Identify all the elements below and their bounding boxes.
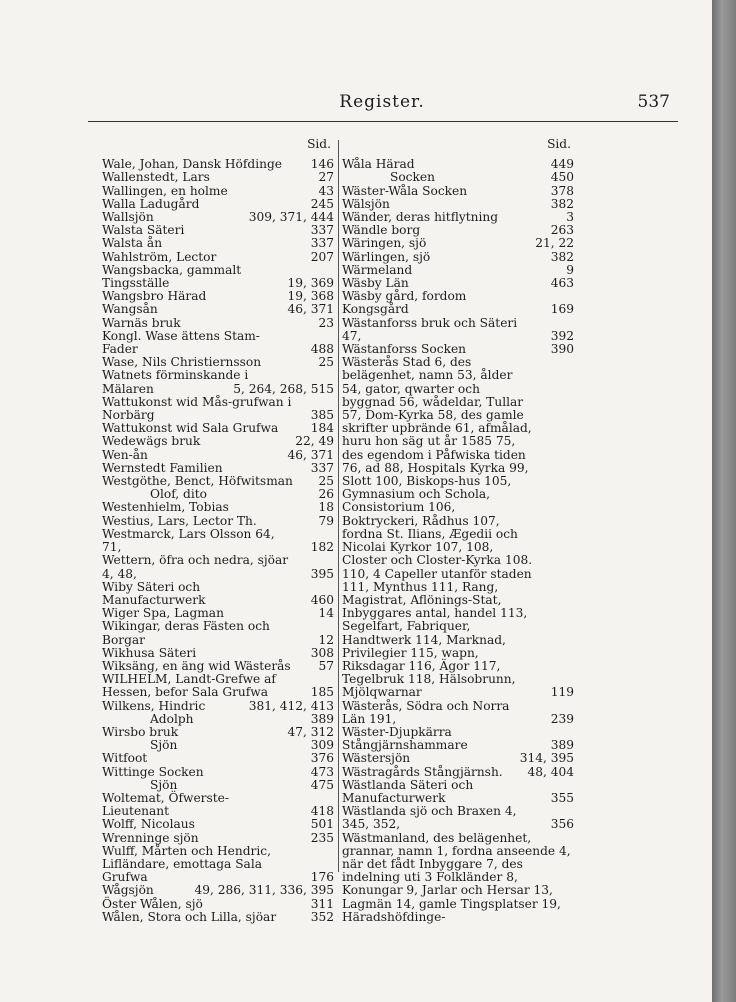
entry-text: Wändle borg [342,223,421,238]
entry-text: Wälsjön [342,196,390,211]
entry-text: Wålen, Stora och Lilla, sjöar [102,909,277,924]
index-entry [342,700,574,726]
entry-pages: 463 [550,276,574,291]
entry-pages: 176 [310,870,334,885]
entry-text: Wäster-Wåla Socken [342,183,468,198]
index-entry [102,501,334,514]
index-entry [102,185,334,198]
entry-text: Wästmanland, des belägenhet, grannar, namn 1, fordna anseende 4, när det fådt Inbyggare 7, des indelning uti 3 Folkländer 8, Konungar 9, Jarlar och Hersar 13, Lagmän 14, gamle Tingsplatser 19, Häradshöfdinge- [342,830,571,924]
entry-pages: 235 [310,830,334,845]
index-entry [102,237,334,250]
index-entry [102,898,334,911]
index-entry [102,752,334,765]
index-entry [102,251,334,264]
index-entry [102,700,334,713]
index-entry [102,713,334,726]
index-entry [102,303,334,316]
header-rule [88,121,678,122]
index-entry [102,317,334,330]
entry-text: Wiger Spa, Lagman [102,606,224,621]
entry-pages: 9 [566,262,574,277]
entry-pages: 392 [550,328,574,343]
entry-pages: 418 [310,804,334,819]
entry-text: Sjön [150,738,178,753]
entry-text: Wästanforss Socken [342,342,467,357]
entry-text: Wale, Johan, Dansk Höfdinge [102,157,282,172]
entry-pages: 309 [310,738,334,753]
entry-pages: 311 [310,896,334,911]
index-entry [102,647,334,660]
entry-pages: 376 [310,751,334,766]
entry-text: Wattukonst wid Mås-grufwan i Norbärg [102,394,292,423]
entry-pages: 382 [550,249,574,264]
index-entry [102,435,334,448]
index-entry [102,845,334,885]
entry-pages: 46, 371 [287,302,334,317]
index-entry [102,884,334,897]
running-header [88,88,676,114]
entry-text: Wangsbro Härad [102,289,207,304]
index-entry [102,449,334,462]
entry-pages: 501 [310,817,334,832]
entry-text: Wästersjön [342,751,411,766]
index-entry [342,185,574,198]
entry-pages: 46, 371 [287,447,334,462]
entry-pages: 185 [310,685,334,700]
index-entry [342,752,574,765]
entry-text: Wästragårds Stångjärnsh. [342,764,503,779]
entry-text: Walsta Säteri [102,223,185,238]
entry-text: Wästlanda sjö och Braxen 4, 345, 352, [342,804,517,832]
column-divider [338,140,339,872]
entry-pages: 389 [550,738,574,753]
index-entry [102,396,334,422]
entry-text: Wahlström, Lector [102,249,217,264]
entry-text: Öster Wålen, sjö [102,896,203,911]
entry-pages: 263 [550,223,574,238]
entry-text: Wase, Nils Christiernsson [102,355,262,370]
index-entry [102,779,334,792]
entry-list-left [102,158,334,924]
entry-text: Wågsjön [102,883,154,898]
entry-pages: 23 [318,315,334,330]
entry-pages: 146 [310,157,334,172]
entry-text: Wäsby gård, fordom Kongsgård [342,289,467,317]
entry-text: Adolph [150,711,194,726]
entry-text: Wästlanda Säteri och Manufacturwerk [342,777,474,805]
index-entry [342,171,574,184]
index-entry [102,515,334,528]
entry-pages: 488 [310,342,334,357]
index-entry [102,475,334,488]
index-entry [102,171,334,184]
entry-pages: 460 [310,592,334,607]
index-entry [102,726,334,739]
entry-text: Wangsån [102,302,158,317]
sid-label-right: Sid. [547,137,571,151]
header-title: Register. [339,92,425,112]
entry-pages: 245 [310,196,334,211]
entry-pages: 337 [310,223,334,238]
entry-pages: 25 [318,474,334,489]
entry-text: Wittinge Socken [102,764,204,779]
page-number: 537 [637,92,670,112]
sid-label-left: Sid. [307,137,331,151]
entry-pages: 385 [310,408,334,423]
entry-text: Wallsjön [102,210,154,225]
entry-pages: 19, 368 [287,289,334,304]
entry-text: Watnets förminskande i Mälaren [102,368,249,396]
entry-pages: 356 [550,817,574,832]
entry-pages: 5, 264, 268, 515 [233,381,334,396]
entry-pages: 381, 412, 413 [248,698,334,713]
entry-pages: 119 [550,685,574,700]
entry-text: Wattukonst wid Sala Grufwa [102,421,279,436]
entry-pages: 18 [318,500,334,515]
entry-pages: 475 [310,777,334,792]
entry-pages: 184 [310,421,334,436]
index-column-right [342,138,574,924]
entry-text: Wikingar, deras Fästen och Borgar [102,619,270,647]
entry-pages: 12 [318,632,334,647]
entry-pages: 25 [318,355,334,370]
entry-pages: 309, 371, 444 [248,210,334,225]
entry-text: Wernstedt Familien [102,460,223,475]
index-entry [102,620,334,646]
index-entry [102,673,334,699]
entry-pages: 337 [310,460,334,475]
entry-pages: 239 [550,711,574,726]
index-entry [342,290,574,316]
entry-text: Wåla Härad [342,157,415,172]
entry-text: Wallenstedt, Lars [102,170,210,185]
entry-pages: 57 [318,658,334,673]
index-entry [342,237,574,250]
entry-text: Westgöthe, Benct, Höfwitsman [102,474,293,489]
index-entry [102,766,334,779]
page-edge [712,0,736,1002]
entry-text: Wänder, deras hitflytning [342,210,499,225]
entry-text: Wästanforss bruk och Säteri 47, [342,315,518,343]
entry-pages: 337 [310,236,334,251]
entry-pages: 26 [318,487,334,502]
entry-text: Wästerås, Södra och Norra Län 191, [342,698,510,726]
entry-text: Wedewägs bruk [102,434,201,449]
index-entry [102,792,334,818]
entry-text: Wiksäng, en äng wid Wästerås [102,658,291,673]
entry-pages: 14 [318,606,334,621]
entry-pages: 3 [566,210,574,225]
entry-text: Wärlingen, sjö [342,249,431,264]
entry-pages: 19, 369 [287,276,334,291]
index-entry [102,554,334,580]
index-entry [342,766,574,779]
entry-text: Wrenninge sjön [102,830,199,845]
entry-text: Wilkens, Hindric [102,698,206,713]
entry-pages: 449 [550,157,574,172]
entry-pages: 169 [550,302,574,317]
entry-text: Olof, dito [150,487,207,502]
index-entry [342,805,574,831]
index-column-left [102,138,334,924]
entry-pages: 473 [310,764,334,779]
index-entry [102,264,334,290]
index-entry [342,317,574,343]
index-entry [342,158,574,171]
entry-text: Wäster-Djupkärra Stångjärnshammare [342,724,468,753]
index-entry [102,911,334,924]
entry-pages: 207 [310,249,334,264]
entry-text: Wirsbo bruk [102,724,179,739]
entry-pages: 48, 404 [527,764,574,779]
entry-text: Wäringen, sjö [342,236,427,251]
index-entry [102,528,334,554]
entry-pages: 450 [550,170,574,185]
index-entry [102,832,334,845]
index-entry [342,356,574,699]
entry-pages: 382 [550,196,574,211]
entry-pages: 182 [310,540,334,555]
entry-pages: 389 [310,711,334,726]
entry-pages: 21, 22 [535,236,574,251]
entry-text: WILHELM, Landt-Grefwe af Hessen, befor Sala Grufwa [102,672,276,700]
index-entry [342,779,574,805]
entry-text: Wangsbacka, gammalt Tingsställe [102,262,242,291]
entry-text: Westmarck, Lars Olsson 64, 71, [102,526,275,555]
entry-text: Wulff, Mårten och Hendric, Lifländare, emottaga Sala Grufwa [102,843,271,885]
entry-pages: 314, 395 [519,751,574,766]
index-entry [102,369,334,395]
entry-text: Wäsby Län [342,276,409,291]
entry-pages: 43 [318,183,334,198]
entry-text: Wolff, Nicolaus [102,817,195,832]
index-entry [102,581,334,607]
entry-text: Wärmeland [342,262,413,277]
entry-text: Warnäs bruk [102,315,181,330]
entry-pages: 308 [310,645,334,660]
entry-text: Witfoot [102,751,148,766]
entry-pages: 47, 312 [287,724,334,739]
index-entry [102,330,334,356]
entry-text: Wen-ån [102,447,148,462]
entry-text: Westius, Lars, Lector Th. [102,513,257,528]
entry-list-right [342,158,574,924]
entry-text: Kongl. Wase ättens Stam-Fader [102,328,260,357]
entry-pages: 27 [318,170,334,185]
index-entry [342,832,574,924]
entry-text: Westenhielm, Tobias [102,500,229,515]
index-entry [342,726,574,752]
entry-text: Wikhusa Säteri [102,645,197,660]
entry-text: Socken [390,170,435,185]
entry-pages: 79 [318,513,334,528]
entry-pages: 22, 49 [295,434,334,449]
entry-pages: 395 [310,566,334,581]
entry-pages: 352 [310,909,334,924]
entry-text: Walla Ladugård [102,196,200,211]
entry-text: Wettern, öfra och nedra, sjöar 4, 48, [102,553,289,581]
entry-text: Walsta ån [102,236,163,251]
entry-text: Wästerås Stad 6, des belägenhet, namn 53, ålder 54, gator, qwarter och byggnad 56, wådeldar, Tullar 57, Dom-Kyrka 58, des gamle skrifter upbrände 61, afmålad, huru hon säg ut år 1585 75, des egendom i Påfwiska tiden 76, ad 88, Hospitals Kyrka 99, Slott 100, Biskops-hus 105, Gymnasium och Schola, Consistorium 106, Boktryckeri, Rådhus 107, fordna St. Ilians, Ægedii och Nicolai Kyrkor 107, 108, Closter och Closter-Kyrka 108. 110, 4 Capeller utanför staden 111, Mynthus 111, Rang, Magistrat, Aflönings-Stat, Inbyggares antal, handel 113, Segelfart, Fabriquer, Handtwerk 114, Marknad, Privilegier 115, wapn, Riksdagar 116, Ägor 117, Tegelbruk 118, Hälsobrunn, Mjölqwarnar [342,355,533,700]
index-entry [342,251,574,264]
entry-text: Wiby Säteri och Manufacturwerk [102,579,206,607]
entry-pages: 378 [550,183,574,198]
entry-pages: 49, 286, 311, 336, 395 [194,883,334,898]
entry-pages: 390 [550,342,574,357]
entry-text: Wallingen, en holme [102,183,228,198]
entry-text: Woltemat, Öfwerste-Lieutenant [102,790,229,819]
entry-pages: 355 [550,790,574,805]
entry-text: Sjön [150,777,178,792]
index-entry [102,818,334,831]
